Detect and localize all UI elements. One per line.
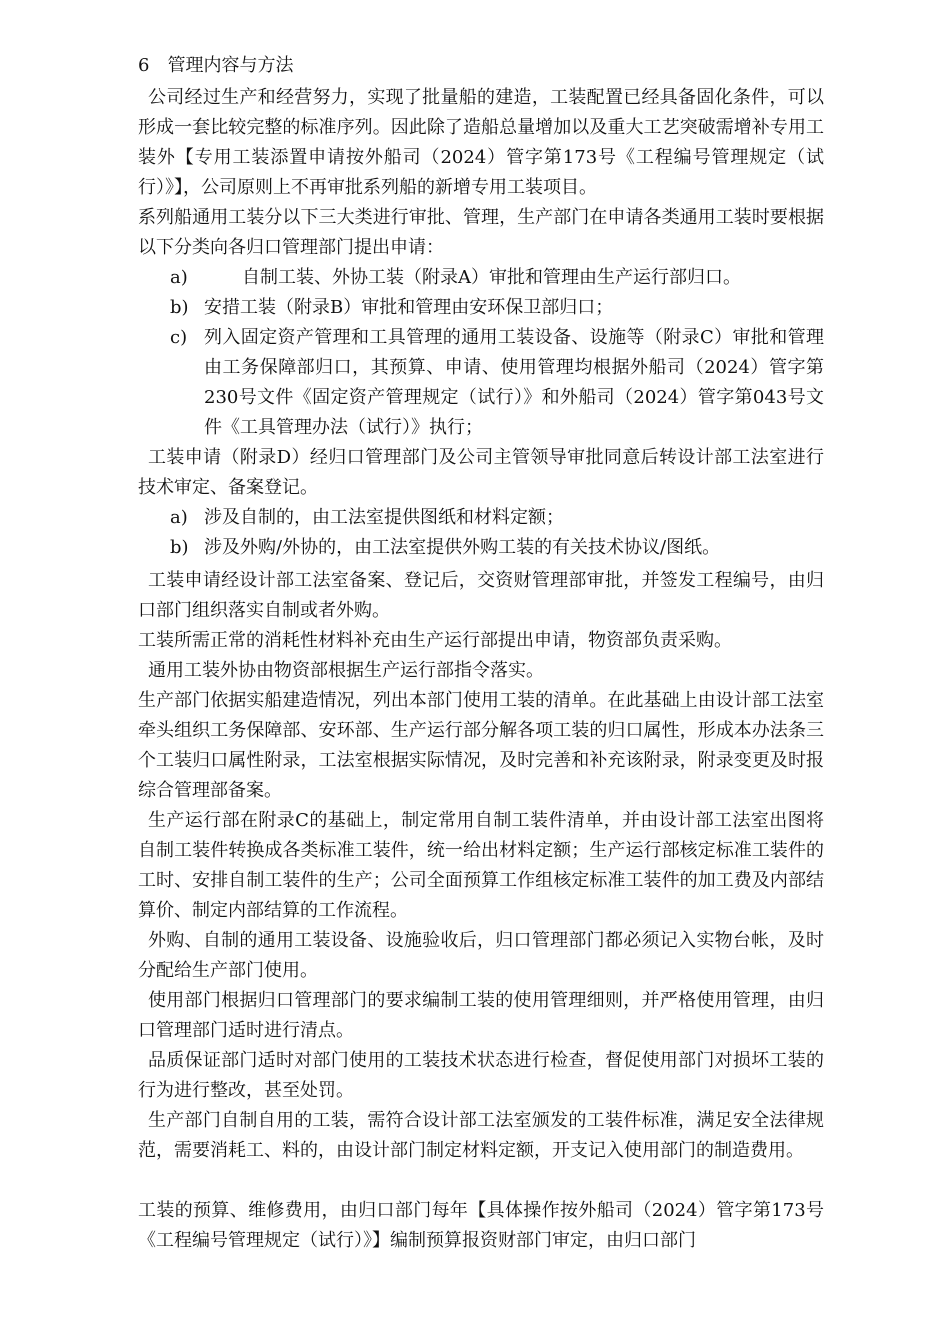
list-item-label: a) (170, 507, 188, 528)
list-item-text: 列入固定资产管理和工具管理的通用工装设备、设施等（附录C）审批和管理由工务保障部归口，其预算、申请、使用管理均根据外船司（2024）管字第230号文件《固定资产管理规定（试行）》和外船司（2024）管字第043号文件《工具管理办法（试行）》执行； (204, 327, 824, 438)
paragraph-quality-check: 品质保证部门适时对部门使用的工装技术状态进行检查，督促使用部门对损坏工装的行为进行整改，甚至处罚。 (138, 1050, 824, 1101)
paragraph-acceptance: 外购、自制的通用工装设备、设施验收后，归口管理部门都必须记入实物台帐，及时分配给生产部门使用。 (138, 930, 824, 981)
list-item-label: c) (170, 327, 188, 348)
paragraph-budget: 工装的预算、维修费用，由归口部门每年【具体操作按外船司（2024）管字第173号《工程编号管理规定（试行）》】编制预算报资财部门审定，由归口部门 (138, 1200, 824, 1251)
paragraph-self-made: 生产部门自制自用的工装，需符合设计部工法室颁发的工装件标准，满足安全法律规范，需要消耗工、料的，由设计部门制定材料定额，开支记入使用部门的制造费用。 (138, 1110, 824, 1161)
paragraph-registration: 工装申请经设计部工法室备案、登记后，交资财管理部审批，并签发工程编号，由归口部门组织落实自制或者外购。 (138, 570, 824, 621)
list-item-b (170, 533, 824, 563)
list-item-text: 涉及自制的，由工法室提供图纸和材料定额； (204, 507, 564, 528)
paragraph-tooling-application: 工装申请（附录D）经归口管理部门及公司主管领导审批同意后转设计部工法室进行技术审定、备案登记。 (138, 447, 824, 498)
list-item-text: 涉及外购/外协的，由工法室提供外购工装的有关技术协议/图纸。 (204, 537, 721, 558)
list-item-b (170, 293, 824, 323)
paragraph-usage-rules: 使用部门根据归口管理部门的要求编制工装的使用管理细则，并严格使用管理，由归口管理部门适时进行清点。 (138, 990, 824, 1041)
paragraph-general-tooling: 系列船通用工装分以下三大类进行审批、管理，生产部门在申请各类通用工装时要根据以下分类向各归口管理部门提出申请： (138, 207, 824, 258)
list-item-a (170, 503, 824, 533)
paragraph-tooling-list: 生产部门依据实船建造情况，列出本部门使用工装的清单。在此基础上由设计部工法室牵头组织工务保障部、安环部、生产运行部分解各项工装的归口属性，形成本办法条三个工装归口属性附录，工法室根据实际情况，及时完善和补充该附录，附录变更及时报综合管理部备案。 (138, 690, 824, 801)
list-item-text: 安措工装（附录B）审批和管理由安环保卫部归口； (204, 297, 614, 318)
section-heading: 6 管理内容与方法 (138, 55, 294, 76)
list-item-a (170, 263, 824, 293)
list-item-label: a) (170, 267, 188, 288)
paragraph-outsourcing: 通用工装外协由物资部根据生产运行部指令落实。 (148, 660, 544, 681)
list-item-text: 自制工装、外协工装（附录A）审批和管理由生产运行部归口。 (242, 267, 741, 288)
paragraph-standard-parts: 生产运行部在附录C的基础上，制定常用自制工装件清单，并由设计部工法室出图将自制工装件转换成各类标准工装件，统一给出材料定额；生产运行部核定标准工装件的工时、安排自制工装件的生产；公司全面预算工作组核定标准工装件的加工费及内部结算价、制定内部结算的工作流程。 (138, 810, 824, 921)
list-item-label: b) (170, 537, 189, 558)
list-item-c (170, 323, 824, 443)
paragraph-batch-ships: 公司经过生产和经营努力，实现了批量船的建造，工装配置已经具备固化条件，可以形成一套比较完整的标准序列。因此除了造船总量增加以及重大工艺突破需增补专用工装外【专用工装添置申请按外船司（2024）管字第173号《工程编号管理规定（试行）》】，公司原则上不再审批系列船的新增专用工装项目。 (138, 87, 824, 198)
paragraph-consumables: 工装所需正常的消耗性材料补充由生产运行部提出申请，物资部负责采购。 (138, 630, 732, 651)
list-item-label: b) (170, 297, 189, 318)
